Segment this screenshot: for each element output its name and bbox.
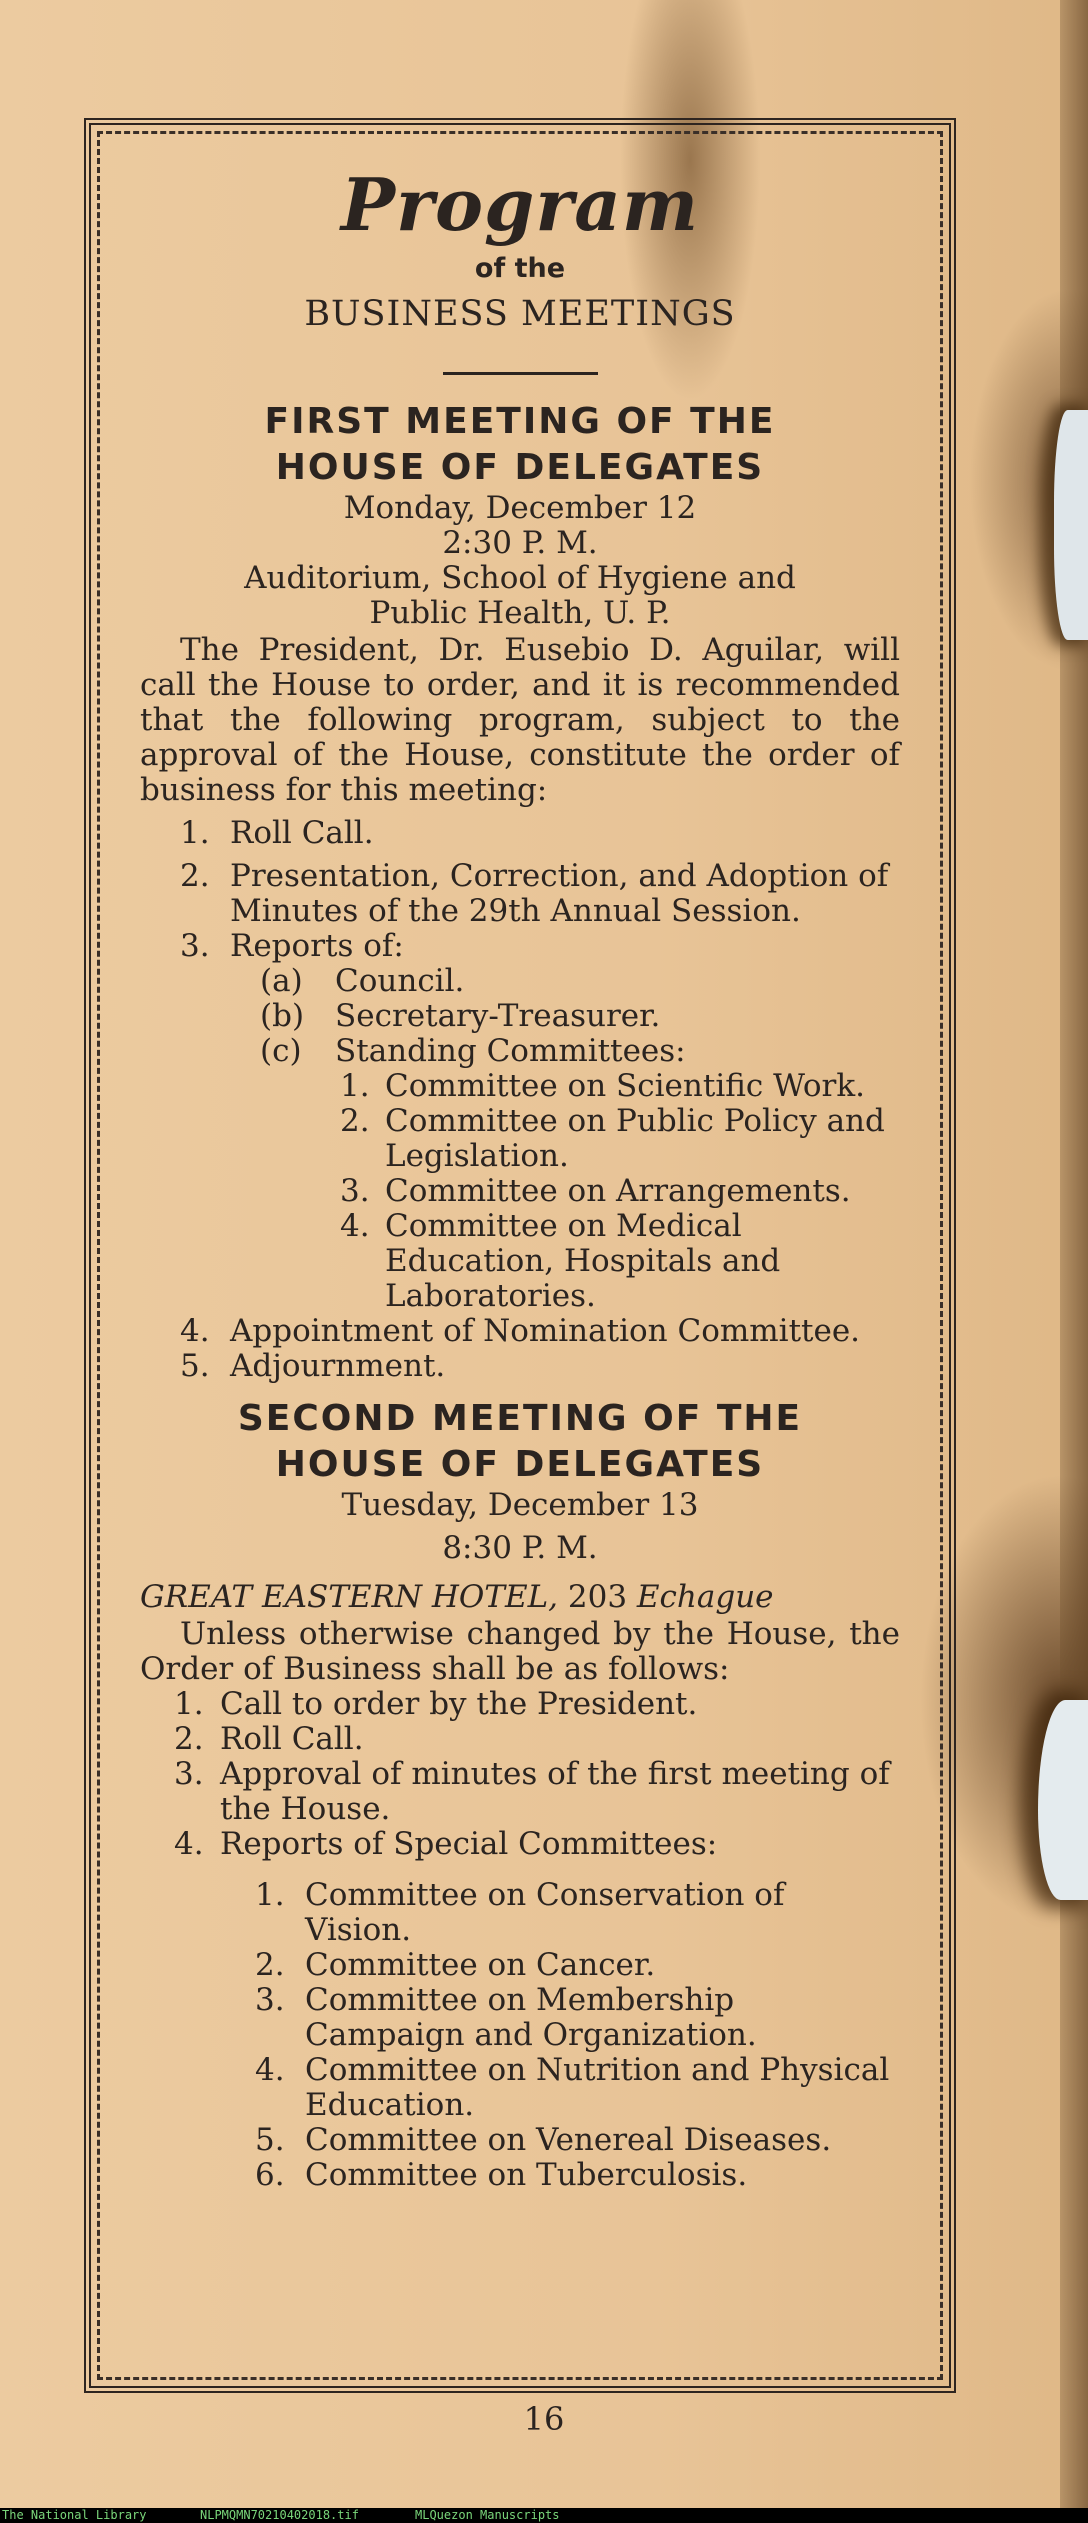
book-spine-shadow xyxy=(1060,0,1088,2523)
scan-footer-bar xyxy=(0,2508,1088,2523)
page-title: Program xyxy=(340,162,700,247)
reports-list xyxy=(140,964,900,1069)
footer-collection: MLQuezon Manuscripts xyxy=(415,2508,560,2522)
first-meeting-agenda-end xyxy=(140,1314,900,1384)
list-item: 3. Approval of minutes of the first meeting of the House. xyxy=(174,1756,890,1827)
list-item: 4. Committee on Nutrition and Physical Education. xyxy=(255,2052,890,2123)
list-item: 2. Presentation, Correction, and Adoption of Minutes of the 29th Annual Session. xyxy=(180,858,889,929)
list-item: (c) Standing Committees: xyxy=(260,1033,686,1069)
second-meeting-intro: Unless otherwise changed by the House, the Order of Business shall be as follows: xyxy=(140,1616,900,1687)
list-item: 3. Committee on Membership Campaign and Organization. xyxy=(255,1982,757,2053)
footer-library: The National Library xyxy=(2,2508,147,2522)
second-meeting-venue: GREAT EASTERN HOTEL, 203 Echague xyxy=(140,1579,774,1615)
second-meeting-time: 8:30 P. M. xyxy=(442,1530,598,1566)
second-meeting-heading-2: HOUSE OF DELEGATES xyxy=(275,1444,765,1485)
list-item: 3. Reports of: xyxy=(180,928,404,964)
title-divider xyxy=(443,372,598,375)
second-meeting-section xyxy=(140,1396,900,2193)
standing-committees-list xyxy=(140,1069,900,1314)
list-item: 4. Committee on Medical Education, Hospitals and Laboratories. xyxy=(340,1208,781,1314)
first-meeting-section xyxy=(140,399,900,1384)
list-item: (b) Secretary-Treasurer. xyxy=(260,998,661,1034)
first-meeting-agenda xyxy=(140,816,900,964)
list-item: 2. Roll Call. xyxy=(174,1721,364,1757)
special-committees-list xyxy=(140,1878,900,2193)
first-meeting-heading-1: FIRST MEETING OF THE xyxy=(264,401,776,442)
first-meeting-intro: The President, Dr. Eusebio D. Aguilar, will call the House to order, and it is recommended that the following program, subject to the approval of the House, constitute the order of business for this meeting: xyxy=(140,632,900,808)
first-meeting-place-1: Auditorium, School of Hygiene and xyxy=(244,560,796,596)
first-meeting-time: 2:30 P. M. xyxy=(442,525,598,561)
list-item: 1. Call to order by the President. xyxy=(174,1686,698,1722)
second-meeting-agenda xyxy=(140,1687,900,1862)
burn-hole-upper xyxy=(1054,410,1088,640)
first-meeting-date: Monday, December 12 xyxy=(343,490,697,526)
list-item: 1. Roll Call. xyxy=(180,815,374,851)
page-number: 16 xyxy=(523,2400,565,2438)
second-meeting-date: Tuesday, December 13 xyxy=(341,1487,699,1523)
first-meeting-heading-2: HOUSE OF DELEGATES xyxy=(275,447,765,488)
list-item: 3. Committee on Arrangements. xyxy=(340,1173,851,1209)
second-meeting-heading-1: SECOND MEETING OF THE xyxy=(237,1398,803,1439)
list-item: 2. Committee on Cancer. xyxy=(255,1947,656,1983)
list-item: 2. Committee on Public Policy and Legislation. xyxy=(340,1103,885,1174)
list-item: 5. Committee on Venereal Diseases. xyxy=(255,2122,832,2158)
first-meeting-place-2: Public Health, U. P. xyxy=(369,595,671,631)
list-item: 4. Reports of Special Committees: xyxy=(174,1826,718,1862)
of-the-label: of the xyxy=(474,253,566,284)
list-item: 1. Committee on Conservation of Vision. xyxy=(255,1877,785,1948)
business-meetings-subtitle: BUSINESS MEETINGS xyxy=(304,294,736,334)
program-page xyxy=(140,162,900,2193)
list-item: 5. Adjournment. xyxy=(180,1348,446,1384)
list-item: (a) Council. xyxy=(260,963,465,999)
burn-hole-lower xyxy=(1038,1700,1088,1900)
list-item: 4. Appointment of Nomination Committee. xyxy=(180,1313,861,1349)
list-item: 1. Committee on Scientific Work. xyxy=(340,1068,866,1104)
footer-file: NLPMQMN70210402018.tif xyxy=(200,2508,359,2522)
list-item: 6. Committee on Tuberculosis. xyxy=(255,2157,748,2193)
